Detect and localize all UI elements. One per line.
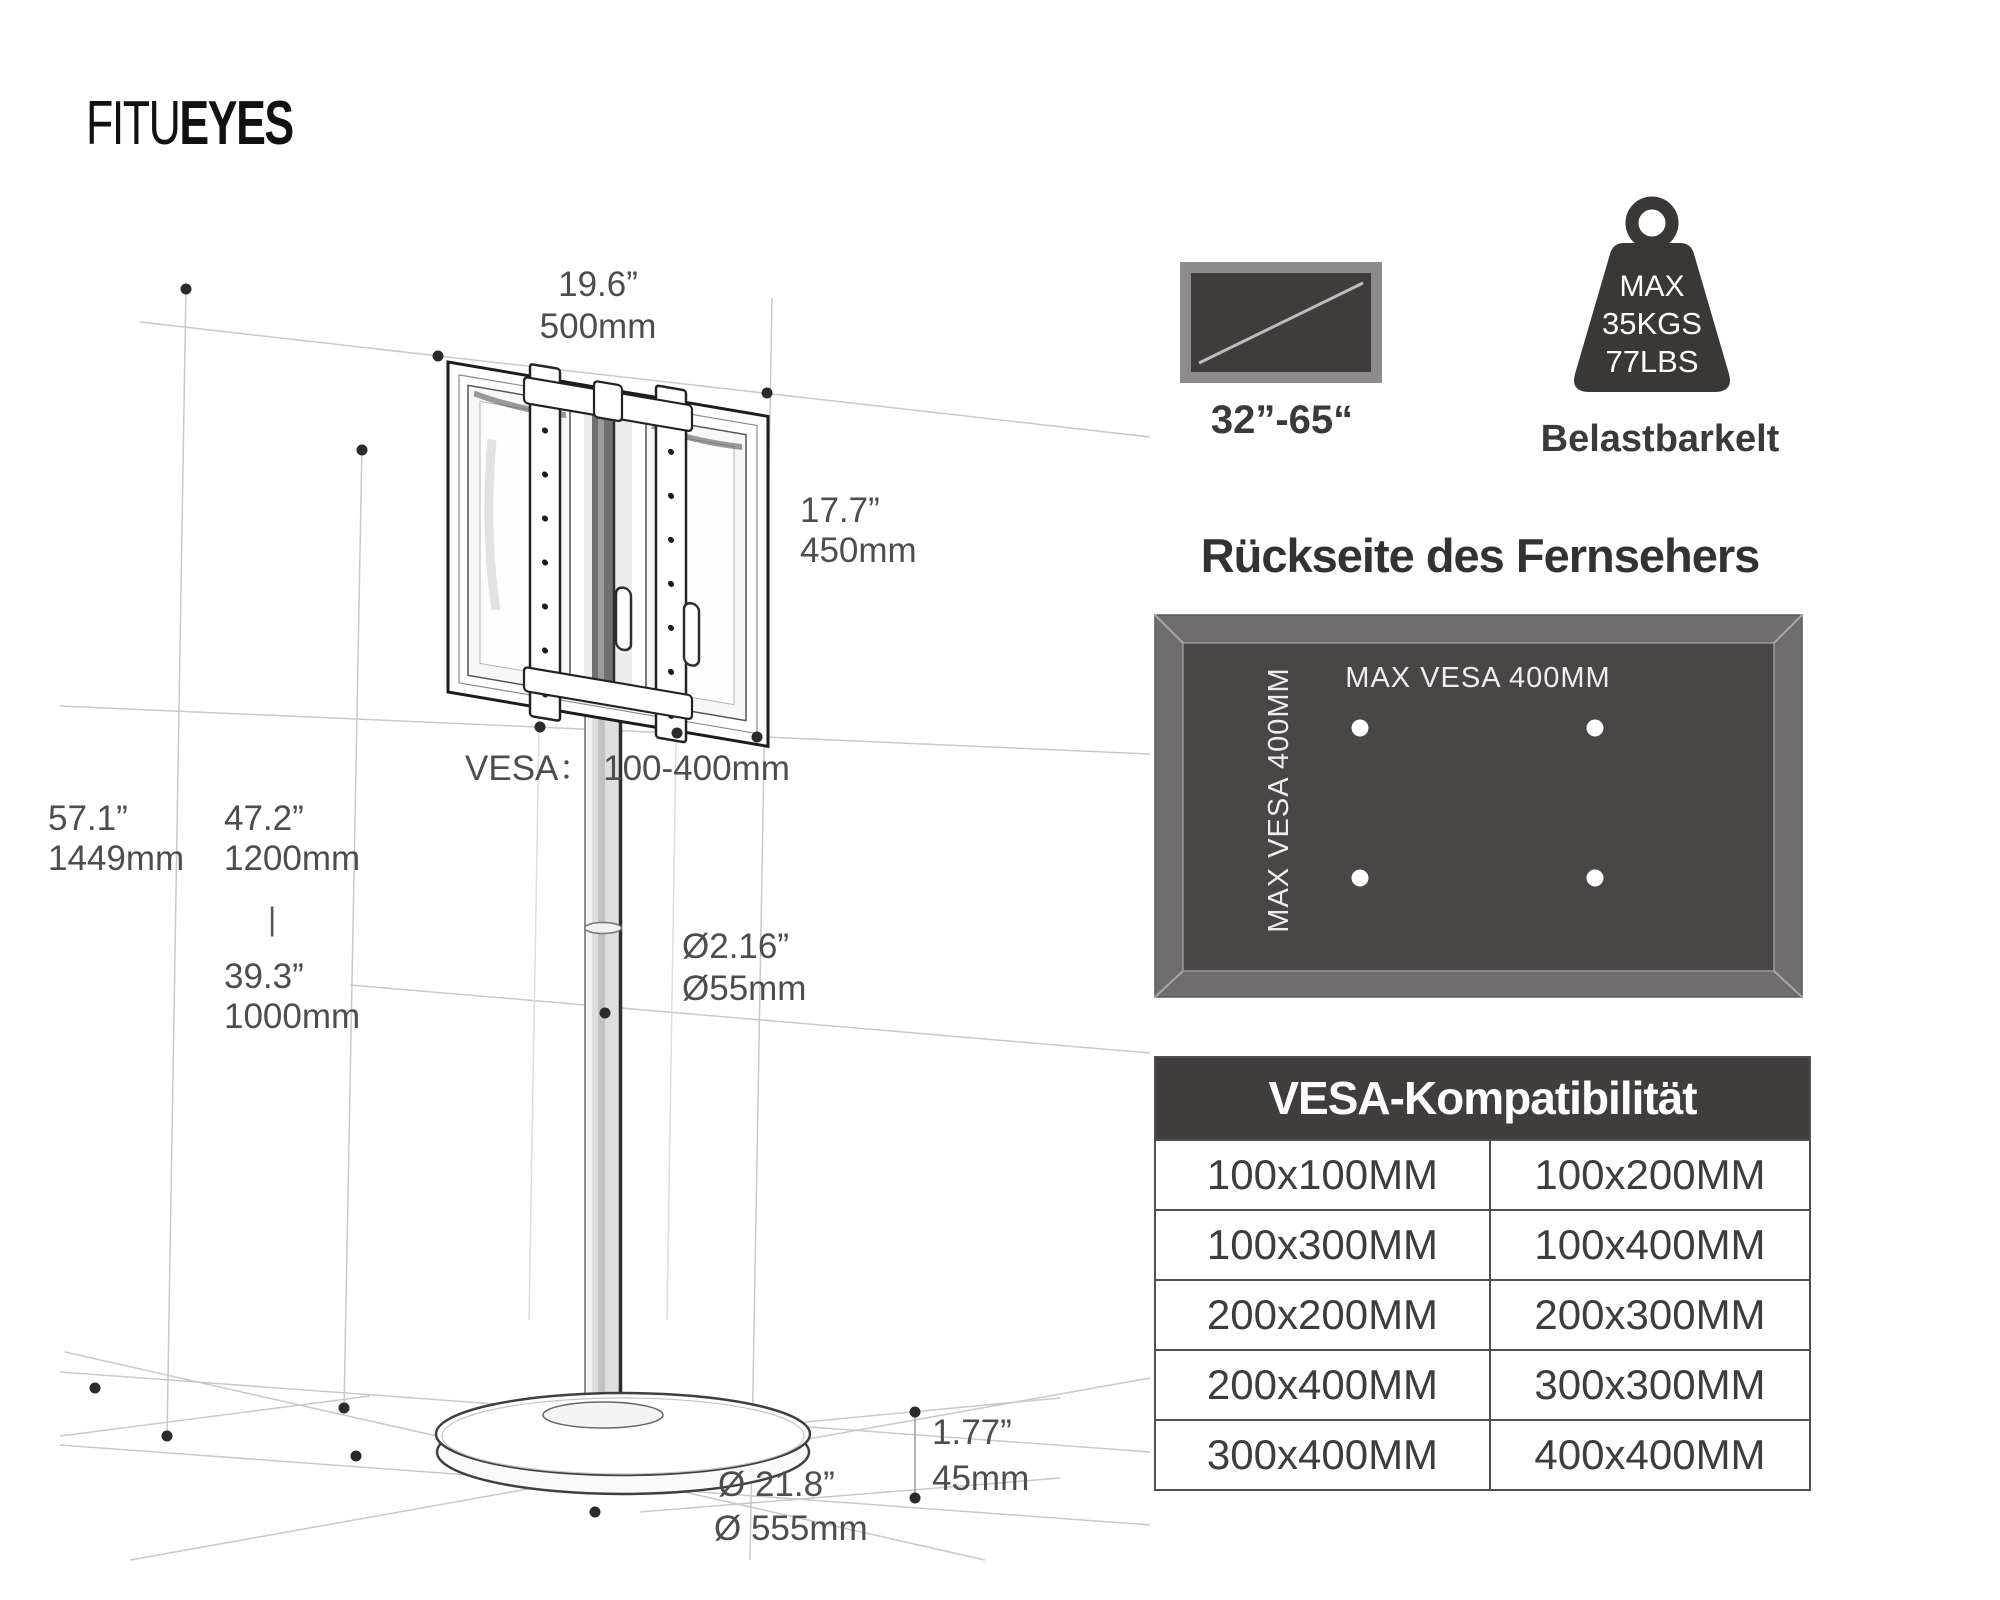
load-capacity-label: Belastbarkelt	[1540, 418, 1780, 460]
weight-lbs-label: 77LBS	[1605, 344, 1699, 379]
weight-max-label: MAX	[1619, 270, 1685, 303]
back-panel-title: Rückseite des Fernsehers	[1200, 529, 1760, 582]
dim-pole-height2-mm: 1000mm	[224, 997, 361, 1036]
dim-width-inch: 19.6”	[558, 265, 638, 304]
tv-diagonal-line	[1191, 273, 1371, 372]
bracket-hook-right	[684, 602, 699, 667]
max-vesa-vertical-label: MAX VESA 400MM	[1263, 667, 1295, 933]
table-row	[1156, 1209, 1809, 1279]
dim-width-mm: 500mm	[539, 307, 657, 346]
vesa-table-title: VESA-Kompatibilität	[1156, 1058, 1809, 1139]
table-cell: 100x200MM	[1534, 1151, 1766, 1198]
brand-logo-eyes: EYES	[179, 89, 293, 158]
max-vesa-horizontal-label: MAX VESA 400MM	[1345, 662, 1611, 694]
stand-pole	[584, 700, 622, 1412]
table-cell: 100x400MM	[1534, 1221, 1766, 1268]
dim-base-height-inch: 1.77”	[932, 1413, 1012, 1452]
bracket-center-column	[584, 397, 632, 711]
dim-mount-height-mm: 450mm	[800, 531, 917, 570]
table-cell: 200x300MM	[1534, 1291, 1766, 1338]
dim-pole-diameter-inch: Ø2.16”	[682, 927, 789, 966]
dim-vesa-range: VESA： 100-400mm	[465, 749, 790, 788]
table-row	[1156, 1349, 1809, 1419]
dim-base-diameter-mm: Ø 555mm	[714, 1509, 868, 1548]
tv-mount-bracket	[448, 350, 768, 756]
table-cell: 400x400MM	[1534, 1431, 1766, 1478]
dim-base-diameter-inch: Ø 21.8”	[718, 1465, 835, 1504]
dim-total-height-mm: 1449mm	[48, 839, 185, 878]
dim-pole-height1-mm: 1200mm	[224, 839, 361, 878]
screen-size-label: 32”-65“	[1210, 398, 1354, 442]
dim-pole-height1-inch: 47.2”	[224, 799, 304, 838]
dim-range-separator: |	[268, 901, 277, 937]
table-cell: 200x200MM	[1156, 1281, 1491, 1349]
base-hub	[543, 1402, 663, 1428]
vesa-compatibility-table	[1154, 1056, 1811, 1491]
brand-logo-fitu: FITU	[86, 89, 180, 158]
bracket-hook-left	[616, 587, 631, 652]
tv-screen-icon	[1180, 262, 1382, 383]
tv-screen-inner	[1191, 273, 1371, 372]
table-cell: 300x300MM	[1534, 1361, 1766, 1408]
dim-total-height-inch: 57.1”	[48, 799, 128, 838]
weight-kgs-label: 35KGS	[1602, 306, 1702, 341]
table-cell: 300x400MM	[1156, 1421, 1491, 1489]
table-cell: 200x400MM	[1156, 1351, 1491, 1419]
table-row	[1156, 1419, 1809, 1489]
table-row	[1156, 1279, 1809, 1349]
weight-icon	[1540, 180, 1770, 405]
dim-pole-diameter-mm: Ø55mm	[682, 969, 807, 1008]
dim-pole-height2-inch: 39.3”	[224, 957, 304, 996]
tv-back-panel	[1150, 612, 1806, 1002]
dim-base-height-mm: 45mm	[932, 1459, 1030, 1498]
table-cell: 100x300MM	[1156, 1211, 1491, 1279]
table-cell: 100x100MM	[1156, 1141, 1491, 1209]
dim-mount-height-inch: 17.7”	[800, 491, 880, 530]
table-row	[1156, 1139, 1809, 1209]
pole-joint-seam	[585, 923, 622, 934]
pole-clamp	[594, 381, 622, 422]
